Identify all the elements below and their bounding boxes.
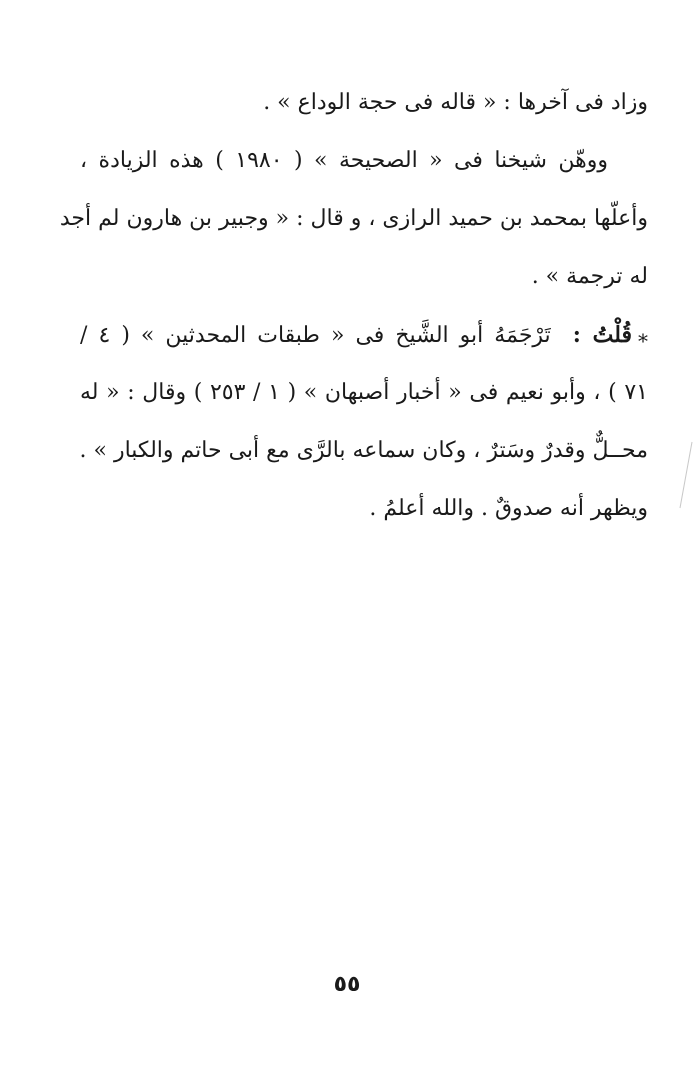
page-number: ٥٥ — [333, 972, 361, 997]
margin-scan-mark — [676, 440, 694, 510]
text-line-7: محــلٌّ وقدرٌ وسَترٌ ، وكان سماعه بالرَّى مع أبى حاتم والكبار » . — [79, 438, 648, 463]
text-line-6: ٧١ ) ، وأبو نعيم فى « أخبار أصبهان » ( ١ / ٢٥٣ ) وقال : « له — [80, 380, 648, 405]
text-line-8: ويظهر أنه صدوقٌ . والله أعلمُ . — [369, 496, 648, 521]
asterisk-symbol: ⁎ — [638, 323, 648, 347]
text-line-3: وأعلّها بمحمد بن حميد الرازى ، و قال : « وجبير بن هارون لم أجد — [59, 206, 648, 231]
text-line-2: ووهّن شيخنا فى « الصحيحة » ( ١٩٨٠ ) هذه الزيادة ، — [80, 148, 609, 173]
text-line-4: له ترجمة » . — [531, 264, 648, 289]
text-line-5-body: تَرْجَمَهُ أبو الشَّيخ فى « طبقات المحدثين » ( ٤ / — [80, 323, 551, 348]
text-line-5 — [80, 310, 648, 368]
text-line-1: وزاد فى آخرها : « قاله فى حجة الوداع » . — [263, 90, 648, 115]
body-text — [59, 78, 648, 542]
qult-heading: قُلْتُ : — [572, 322, 632, 348]
